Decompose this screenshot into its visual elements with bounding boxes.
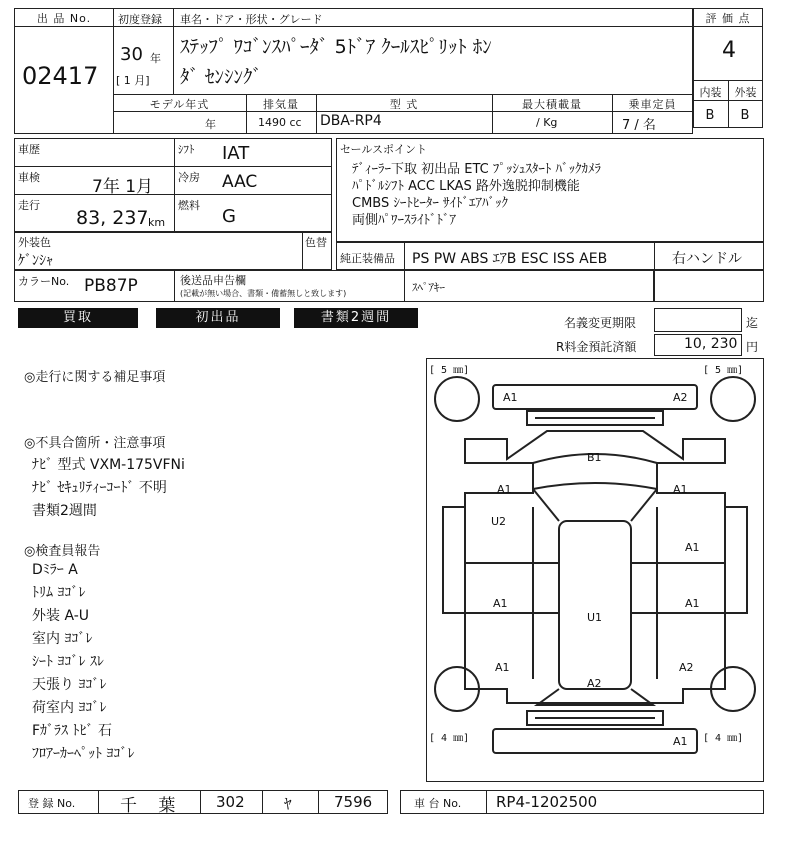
handle-value: 右ハンドル bbox=[672, 251, 742, 267]
damage-mark: U1 bbox=[587, 611, 603, 624]
fuel-label: 燃料 bbox=[178, 199, 200, 212]
sales-line2: ﾊﾟﾄﾞﾙｼﾌﾄ ACC LKAS 路外逸脱抑制機能 bbox=[352, 179, 580, 194]
model-year-label: モデル年式 bbox=[149, 98, 210, 111]
roof bbox=[559, 521, 631, 689]
tag-first-listing: 初出品 bbox=[156, 308, 280, 328]
color-change-label: 色替 bbox=[305, 236, 327, 249]
damage-mark: A1 bbox=[685, 541, 700, 554]
damage-mark: A1 bbox=[495, 661, 510, 674]
shift-label: ｼﾌﾄ bbox=[178, 143, 195, 156]
lot-label: 出 品 No. bbox=[36, 12, 92, 25]
sales-line3: CMBS ｼｰﾄﾋｰﾀｰ ｻｲﾄﾞｴｱﾊﾞｯｸ bbox=[352, 196, 508, 211]
ac-value: AAC bbox=[222, 172, 258, 192]
interior-label: 内装 bbox=[699, 86, 722, 99]
capacity-label: 乗車定員 bbox=[628, 98, 677, 111]
defect-line: 書類2週間 bbox=[32, 503, 97, 519]
score-label: 評 価 点 bbox=[705, 12, 751, 25]
damage-diagram bbox=[426, 358, 764, 782]
registration-label: 登 録 No. bbox=[28, 797, 76, 810]
type-value: DBA-RP4 bbox=[320, 113, 382, 129]
inspector-line: ﾌﾛｱｰｶｰﾍﾟｯﾄ ﾖｺﾞﾚ bbox=[32, 746, 135, 762]
tire-depth-front-right: [ 5 ㎜] bbox=[703, 365, 744, 376]
first-reg-year: 30 bbox=[120, 44, 143, 65]
inspector-line: ｼｰﾄ ﾖｺﾞﾚ ｽﾚ bbox=[32, 654, 104, 670]
interior-grade: B bbox=[705, 108, 716, 123]
lot-number: 02417 bbox=[22, 62, 99, 90]
post-docs-label: 後送品申告欄 bbox=[180, 274, 246, 287]
driving-notes-header: ◎走行に関する補足事項 bbox=[24, 370, 166, 385]
ac-label: 冷房 bbox=[178, 171, 200, 184]
recycle-label: R料金預託済額 bbox=[556, 340, 637, 354]
tag-docs-2weeks: 書類2週間 bbox=[294, 308, 418, 328]
car-name-line2: ﾀﾞ ｾﾝｼﾝｸﾞ bbox=[180, 66, 263, 88]
damage-mark: A2 bbox=[679, 661, 694, 674]
registration-number: 7596 bbox=[334, 793, 373, 811]
post-docs-value: ｽﾍﾟｱｷｰ bbox=[412, 281, 445, 294]
tire-depth-front-left: [ 5 ㎜] bbox=[429, 365, 470, 376]
post-docs-note: (記載が無い場合、書類・備蓄無しと致します) bbox=[180, 289, 347, 298]
exterior-grade: B bbox=[740, 108, 751, 123]
color-box bbox=[14, 232, 332, 270]
damage-mark: A1 bbox=[673, 483, 688, 496]
recycle-unit: 円 bbox=[746, 340, 759, 354]
model-year-unit: 年 bbox=[205, 118, 216, 131]
mileage-value: 83, 237 bbox=[76, 207, 149, 229]
defect-line: ﾅﾋﾞ 型式 VXM-175VFNi bbox=[32, 457, 185, 473]
max-load-label: 最大積載量 bbox=[522, 98, 582, 111]
ext-color-label: 外装色 bbox=[18, 236, 51, 249]
tire-depth-rear-left: [ 4 ㎜] bbox=[429, 733, 470, 744]
tire-depth-rear-right: [ 4 ㎜] bbox=[703, 733, 744, 744]
car-name-line1: ｽﾃｯﾌﾟ ﾜｺﾞﾝｽﾊﾟｰﾀﾞ 5ﾄﾞｱ ｸｰﾙｽﾋﾟﾘｯﾄ ﾎﾝ bbox=[180, 36, 492, 58]
recycle-value: 10, 230 bbox=[684, 336, 738, 352]
capacity-value: 7 / 名 bbox=[622, 118, 656, 133]
type-label: 型 式 bbox=[389, 98, 419, 111]
spec-box bbox=[14, 138, 332, 232]
fuel-value: G bbox=[222, 206, 236, 227]
shift-value: IAT bbox=[222, 143, 250, 164]
body-outline bbox=[443, 431, 747, 703]
front-bumper bbox=[493, 385, 697, 409]
inspector-line: Dﾐﾗｰ A bbox=[32, 562, 78, 578]
chassis-label: 車 台 No. bbox=[414, 797, 462, 810]
inspector-report-header: ◎検査員報告 bbox=[24, 544, 101, 559]
name-change-field bbox=[654, 308, 742, 332]
damage-mark: A1 bbox=[493, 597, 508, 610]
tire-front-right bbox=[711, 377, 755, 421]
color-no-value: PB87P bbox=[84, 276, 138, 296]
defect-notes-header: ◎不具合箇所・注意事項 bbox=[24, 436, 166, 451]
first-reg-month: [ 1 月] bbox=[116, 74, 150, 87]
damage-mark: A1 bbox=[497, 483, 512, 496]
first-reg-label: 初度登録 bbox=[118, 13, 162, 26]
chassis-number: RP4-1202500 bbox=[496, 793, 598, 811]
name-change-unit: 迄 bbox=[746, 316, 759, 330]
damage-mark: A2 bbox=[587, 677, 602, 690]
history-label: 車歴 bbox=[18, 143, 40, 156]
inspection-value: 7年 1月 bbox=[92, 177, 154, 197]
registration-area: 千 葉 bbox=[120, 796, 184, 816]
displacement-label: 排気量 bbox=[263, 98, 299, 111]
inspector-line: 天張り ﾖｺﾞﾚ bbox=[32, 677, 107, 693]
tag-buyout: 買取 bbox=[18, 308, 138, 328]
inspector-line: 室内 ﾖｺﾞﾚ bbox=[32, 631, 93, 647]
inspection-label: 車検 bbox=[18, 171, 40, 184]
damage-mark: A2 bbox=[673, 391, 688, 404]
car-name-label: 車名・ドア・形状・グレード bbox=[180, 13, 323, 26]
mileage-unit: km bbox=[148, 216, 166, 229]
equip-label: 純正装備品 bbox=[340, 252, 395, 265]
tire-front-left bbox=[435, 377, 479, 421]
inspector-line: Fｶﾞﾗｽ ﾄﾋﾞ 石 bbox=[32, 723, 112, 739]
mileage-label: 走行 bbox=[18, 199, 40, 212]
equip-value: PS PW ABS ｴｱB ESC ISS AEB bbox=[412, 251, 608, 267]
defect-line: ﾅﾋﾞ ｾｷｭﾘﾃｨｰｺｰﾄﾞ 不明 bbox=[32, 480, 167, 496]
inspector-line: ﾄﾘﾑ ﾖｺﾞﾚ bbox=[32, 585, 86, 601]
score-value: 4 bbox=[722, 38, 736, 63]
sales-label: セールスポイント bbox=[340, 143, 428, 156]
damage-mark: A1 bbox=[685, 597, 700, 610]
damage-mark: A1 bbox=[503, 391, 518, 404]
damage-mark: A1 bbox=[673, 735, 688, 748]
registration-class: 302 bbox=[216, 793, 245, 811]
sales-line1: ﾃﾞｨｰﾗｰ下取 初出品 ETC ﾌﾟｯｼｭｽﾀｰﾄ ﾊﾞｯｸｶﾒﾗ bbox=[352, 162, 601, 177]
inspector-line: 外装 A-U bbox=[32, 608, 90, 624]
sales-line4: 両側ﾊﾟﾜｰｽﾗｲﾄﾞﾄﾞｱ bbox=[352, 213, 457, 228]
damage-mark: U2 bbox=[491, 515, 507, 528]
max-load-value: / Kg bbox=[536, 116, 558, 129]
color-no-label: カラーNo. bbox=[18, 275, 70, 288]
inspector-line: 荷室内 ﾖｺﾞﾚ bbox=[32, 700, 107, 716]
exterior-label: 外装 bbox=[734, 86, 757, 99]
ext-color-value: ｹﾞﾝｼｬ bbox=[18, 253, 53, 269]
year-unit: 年 bbox=[150, 52, 161, 65]
name-change-label: 名義変更期限 bbox=[564, 316, 637, 330]
displacement-value: 1490 cc bbox=[258, 116, 302, 129]
damage-mark: B1 bbox=[587, 451, 602, 464]
registration-kana: ﾔ bbox=[284, 795, 292, 813]
